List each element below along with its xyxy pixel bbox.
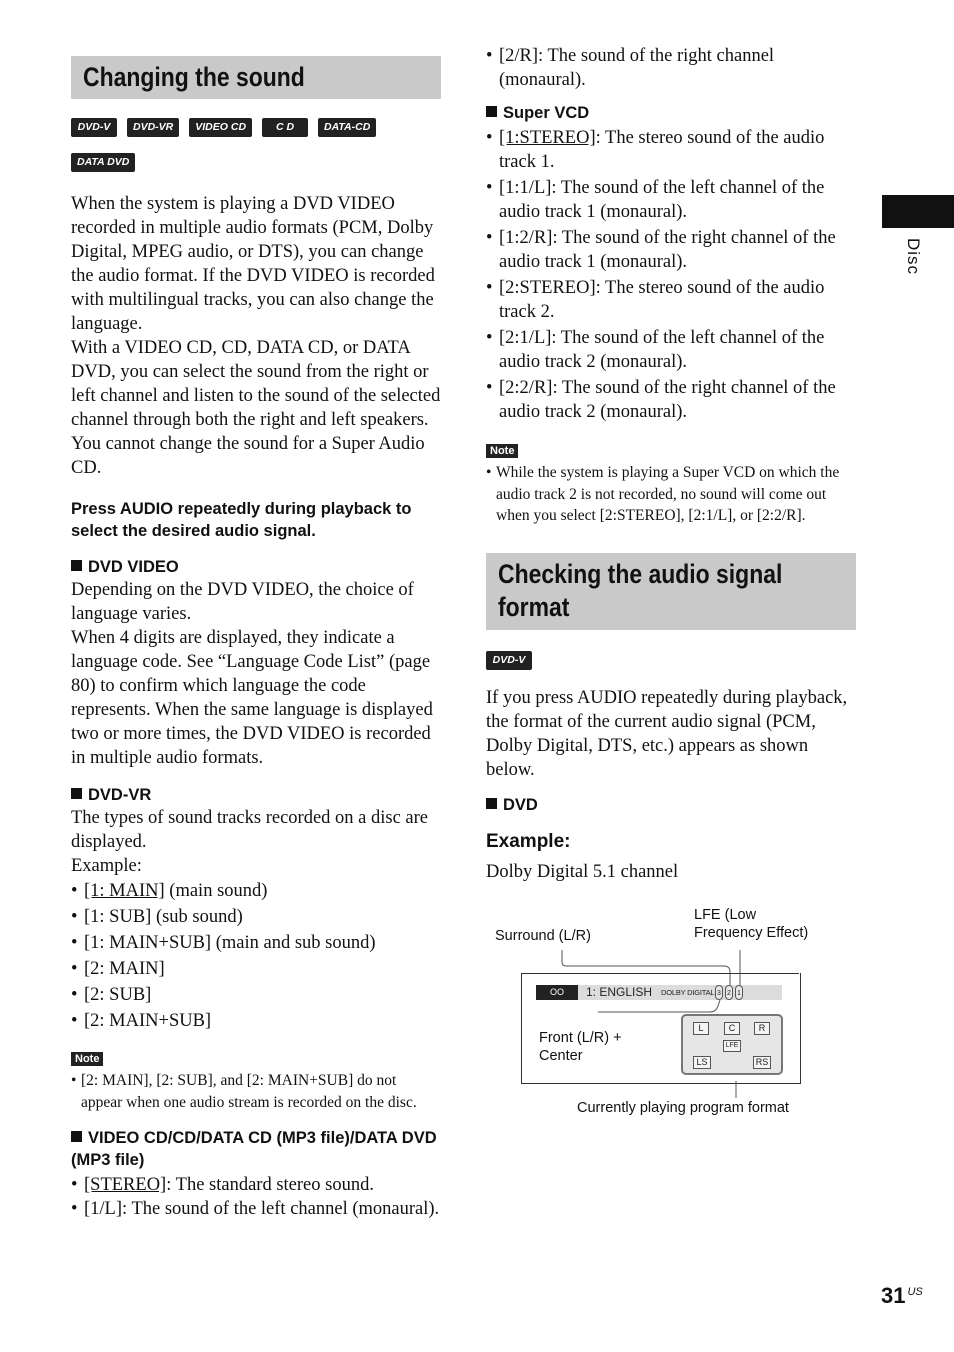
speaker-lfe: LFE [723, 1040, 741, 1052]
example-heading: Example: [486, 830, 571, 852]
badge-data-dvd: DATA DVD [71, 153, 135, 172]
section-title-changing-sound: Changing the sound [71, 56, 441, 99]
side-tab-marker [882, 195, 954, 228]
instruction-text: Press AUDIO repeatedly during playback to select the desired audio signal. [71, 500, 412, 540]
program-format-label: Currently playing program format [577, 1100, 789, 1116]
list-item: • [2: MAIN+SUB] [71, 1011, 212, 1031]
speaker-front-right: R [754, 1022, 770, 1035]
right-column [486, 44, 858, 884]
list-item: • [1: MAIN] (main sound) [71, 881, 268, 901]
subhead-dvd: DVD [486, 794, 858, 816]
list-item: • [1:1/L]: The sound of the left channel of the audio track 1 (monaural). [486, 178, 825, 222]
dvd-vr-list [71, 878, 441, 1034]
square-bullet-icon [486, 106, 497, 117]
vcd-list-continued [486, 44, 858, 92]
badge-dvd-vr: DVD-VR [127, 118, 179, 137]
note-badge: Note [486, 444, 518, 458]
section-title-checking-audio: Checking the audio signal format [486, 553, 856, 630]
lfe-label: LFE (Low Frequency Effect) [694, 907, 809, 941]
badge-dvd-v: DVD-V [486, 651, 532, 670]
front-center-label: Front (L/R) + Center [539, 1030, 622, 1064]
list-item: • [1:2/R]: The sound of the right channel of the audio track 1 (monaural). [486, 228, 836, 272]
speaker-surround-right: RS [753, 1056, 771, 1069]
dolby-digital-text: DOLBY DIGITAL [661, 988, 715, 997]
channel-count-front: 2 [725, 985, 733, 1000]
list-item: • [2:2/R]: The sound of the right channel of the audio track 2 (monaural). [486, 378, 836, 422]
badge-data-cd: DATA-CD [318, 118, 376, 137]
subhead-dvd-vr: DVD-VR [71, 784, 441, 806]
list-item: • [2: SUB] [71, 985, 152, 1005]
dvd-video-paragraph-1: Depending on the DVD VIDEO, the choice of language varies. [71, 580, 414, 624]
list-item: • [1:STEREO]: The stereo sound of the audio track 1. [486, 128, 825, 172]
note-text-2: • While the system is playing a Super VCD on which the audio track 2 is not recorded, no sound will come out when you select [2:STEREO], [2:1/L], or [2:2/R]. [486, 464, 840, 524]
list-item: • [2:STEREO]: The stereo sound of the audio track 2. [486, 278, 825, 322]
list-item: • [1: MAIN+SUB] (main and sub sound) [71, 933, 376, 953]
page-number: 31 $^{US}$ [881, 1283, 923, 1308]
intro-paragraph-3: You cannot change the sound for a Super Audio CD. [71, 434, 425, 478]
speaker-surround-left: LS [693, 1056, 711, 1069]
list-item: • [1: SUB] (sub sound) [71, 907, 243, 927]
disc-type-badges [71, 117, 441, 172]
audio-track-text: 1: ENGLISH [586, 985, 653, 999]
super-vcd-list [486, 126, 858, 424]
note-text-1: • [2: MAIN], [2: SUB], and [2: MAIN+SUB] do not appear when one audio stream is recorded on the disc. [71, 1072, 417, 1111]
subhead-vcd: VIDEO CD/CD/DATA CD (MP3 file)/DATA DVD (MP3 file) [71, 1129, 437, 1169]
intro-paragraph-2: With a VIDEO CD, CD, DATA CD, or DATA DVD, you can select the sound from the right or left channel and listen to the sound of the selected channel through both the right and left speakers. [71, 338, 441, 430]
note-badge: Note [71, 1052, 103, 1066]
square-bullet-icon [71, 560, 82, 571]
left-column [71, 56, 441, 1221]
speaker-center: C [724, 1022, 740, 1035]
dvd-vr-paragraph-2: Example: [71, 856, 142, 876]
speaker-front-left: L [693, 1022, 709, 1035]
dvd-video-paragraph-2: When 4 digits are displayed, they indicate a language code. See “Language Code List” (page 80) to confirm which language the code represents. When the same language is displayed two or more times, the DVD VIDEO is recorded in multiple audio formats. [71, 628, 433, 768]
badge-cd: C D [262, 118, 308, 137]
list-item: • [2: MAIN] [71, 959, 165, 979]
badge-video-cd: VIDEO CD [189, 118, 252, 137]
audio-format-paragraph: If you press AUDIO repeatedly during playback, the format of the current audio signal (PCM, Dolby Digital, DTS, etc.) appears as shown below. [486, 687, 848, 780]
speaker-layout-panel [681, 1014, 783, 1075]
list-item: • [2/R]: The sound of the right channel (monaural). [486, 46, 775, 90]
list-item: • [1/L]: The sound of the left channel (monaural). [71, 1199, 440, 1219]
square-bullet-icon [486, 798, 497, 809]
subhead-super-vcd: Super VCD [486, 102, 858, 124]
vcd-list [71, 1173, 441, 1221]
badge-dvd-v: DVD-V [71, 118, 117, 137]
dvd-vr-paragraph-1: The types of sound tracks recorded on a disc are displayed. [71, 808, 429, 852]
channel-count-surround: 3 [715, 985, 723, 1000]
side-tab-label: Disc [904, 238, 923, 276]
list-item: • [STEREO]: The standard stereo sound. [71, 1175, 374, 1195]
square-bullet-icon [71, 788, 82, 799]
audio-format-diagram [486, 900, 858, 1125]
square-bullet-icon [71, 1131, 82, 1142]
list-item: • [2:1/L]: The sound of the left channel of the audio track 2 (monaural). [486, 328, 825, 372]
channel-count-lfe: 1 [735, 985, 743, 1000]
intro-paragraph-1: When the system is playing a DVD VIDEO recorded in multiple audio formats (PCM, Dolby Digital, MPEG audio, or DTS), you can change the audio format. If the DVD VIDEO is recorded with multilingual tracks, you can also change the language. [71, 194, 435, 334]
disc-type-badges-2 [486, 650, 858, 670]
example-text: Dolby Digital 5.1 channel [486, 861, 679, 882]
disc-icon: OO [536, 985, 578, 1000]
subhead-dvd-video: DVD VIDEO [71, 556, 441, 578]
surround-label: Surround (L/R) [495, 928, 591, 944]
